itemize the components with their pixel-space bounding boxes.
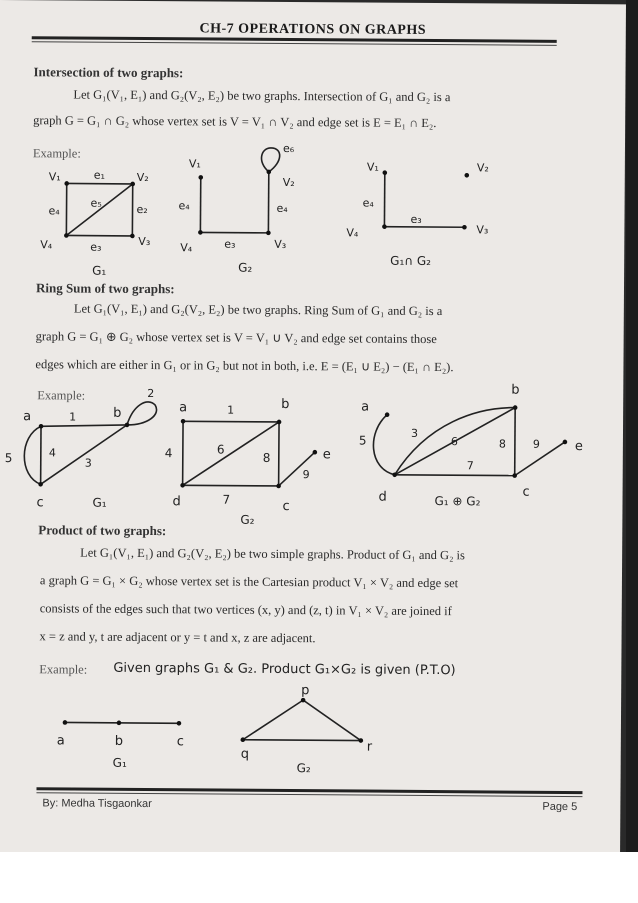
chapter-title: CH-7 OPERATIONS ON GRAPHS bbox=[199, 21, 427, 38]
g2-label-e4b: e₄ bbox=[276, 201, 288, 216]
product-line-4: x = z and y, t are adjacent or y = t and x, z are adjacent. bbox=[39, 629, 316, 646]
rs-g1-weight-2: 2 bbox=[147, 387, 155, 401]
rs-g2-label-b: b bbox=[281, 396, 290, 413]
rs-g3-edge-5 bbox=[373, 415, 395, 475]
ring-sum-example-label: Example: bbox=[37, 388, 86, 403]
rs-g2-weight-8: 8 bbox=[262, 450, 271, 465]
rs-g3-weight-3: 3 bbox=[410, 426, 419, 440]
rs-g3-vertex-d bbox=[392, 472, 397, 477]
g2-caption: G₂ bbox=[238, 260, 253, 275]
intersection-line-1: Let G₁(V₁, E₁) and G₂(V₂, E₂) be two graphs. Intersection of G₁ and G₂ is a bbox=[73, 87, 451, 105]
product-example-label: Example: bbox=[39, 662, 88, 677]
product-line-2: a graph G = G₁ × G₂ whose vertex set is the Cartesian product V₁ × V₂ and edge set bbox=[39, 573, 459, 591]
ring-sum-heading: Ring Sum of two graphs: bbox=[35, 280, 175, 297]
g1-label-v4: V₄ bbox=[40, 238, 53, 252]
intersection-graph-result bbox=[346, 160, 489, 268]
g3-vertex-v4 bbox=[382, 224, 387, 229]
rs-g3-weight-7: 7 bbox=[466, 459, 474, 473]
ring-sum-graph-g2 bbox=[164, 396, 331, 527]
pr-g2-label-r: r bbox=[366, 739, 373, 755]
rs-g1-weight-5: 5 bbox=[4, 451, 13, 466]
rs-g2-label-e: e bbox=[322, 447, 331, 463]
g1-vertex-v3 bbox=[130, 234, 135, 239]
g2-label-v2: V₂ bbox=[282, 175, 295, 190]
g3-label-v3: V₃ bbox=[476, 223, 489, 237]
g3-label-e3: e₃ bbox=[410, 212, 422, 226]
g2-vertex-v1 bbox=[198, 175, 203, 180]
pr-g2-vertex-p bbox=[301, 698, 306, 703]
rs-g1-caption: G₁ bbox=[92, 495, 107, 510]
g2-vertex-v3 bbox=[266, 231, 271, 236]
rs-g3-vertex-b bbox=[513, 405, 518, 410]
rs-g1-vertex-b bbox=[125, 423, 130, 428]
rs-g3-label-c: c bbox=[522, 484, 530, 500]
rs-g2-weight-4: 4 bbox=[164, 446, 173, 461]
page-shadow-edge bbox=[626, 0, 638, 852]
rs-g3-edge-7 bbox=[395, 475, 515, 476]
g1-label-e5: e₅ bbox=[90, 196, 102, 210]
rs-g2-label-c: c bbox=[282, 498, 290, 515]
rs-g2-weight-9: 9 bbox=[302, 468, 310, 482]
rs-g3-weight-9: 9 bbox=[532, 437, 540, 451]
g2-label-v1: V₁ bbox=[188, 157, 201, 171]
product-heading: Product of two graphs: bbox=[38, 522, 167, 539]
rs-g1-loop-2 bbox=[127, 402, 157, 425]
ring-sum-line-2: graph G = G₁ ⊕ G₂ whose vertex set is V = V₁ ∪ V₂ and edge set contains those bbox=[35, 329, 437, 347]
rs-g2-label-a: a bbox=[179, 400, 188, 416]
g3-caption: G₁∩ G₂ bbox=[390, 253, 432, 269]
pr-g1-edges bbox=[65, 722, 179, 723]
footer-author: By: Medha Tisgaonkar bbox=[42, 797, 152, 811]
ring-sum-graph-result bbox=[358, 382, 583, 510]
g2-label-v4: V₄ bbox=[180, 241, 193, 255]
product-example-note: Given graphs G₁ & G₂. Product G₁×G₂ is given (P.T.O) bbox=[113, 660, 456, 679]
rs-g2-vertex-b bbox=[277, 420, 282, 425]
rs-g3-vertex-c bbox=[512, 473, 517, 478]
product-graph-g1 bbox=[57, 720, 184, 770]
rs-g3-label-a: a bbox=[361, 399, 370, 415]
blank-area-below-page bbox=[0, 852, 638, 903]
intersection-line-2: graph G = G₁ ∩ G₂ whose vertex set is V = V₁ ∩ V₂ and edge set is E = E₁ ∩ E₂. bbox=[33, 113, 437, 131]
rs-g1-label-b: b bbox=[113, 405, 122, 421]
g2-vertex-v2 bbox=[266, 170, 271, 175]
rs-g3-vertex-a bbox=[385, 412, 390, 417]
rs-g1-vertex-a bbox=[39, 424, 44, 429]
g1-label-e2: e₂ bbox=[136, 202, 148, 217]
g3-edge-e3 bbox=[384, 227, 464, 228]
pr-g1-vertex-a bbox=[63, 720, 68, 725]
rs-g3-weight-8: 8 bbox=[498, 437, 506, 451]
intersection-example-label: Example: bbox=[32, 146, 81, 161]
rs-g2-vertex-d bbox=[180, 483, 185, 488]
rs-g1-vertex-c bbox=[38, 482, 43, 487]
g3-label-e4: e₄ bbox=[362, 196, 374, 210]
rs-g2-weight-6: 6 bbox=[216, 442, 225, 457]
footer-page-number: Page 5 bbox=[542, 800, 578, 814]
rs-g2-weight-7: 7 bbox=[222, 492, 231, 507]
g3-label-v2: V₂ bbox=[476, 161, 489, 175]
rs-g1-weight-4: 4 bbox=[48, 446, 56, 460]
g2-label-e4: e₄ bbox=[178, 199, 190, 213]
pr-g1-label-a: a bbox=[56, 733, 65, 749]
g1-label-e3: e₃ bbox=[90, 240, 102, 254]
pr-g2-edges bbox=[243, 700, 361, 741]
rs-g1-edge-5 bbox=[24, 426, 41, 484]
product-line-1: Let G₁(V₁, E₁) and G₂(V₂, E₂) be two simple graphs. Product of G₁ and G₂ is bbox=[80, 545, 465, 563]
g2-label-e3: e₃ bbox=[224, 237, 236, 251]
rs-g2-vertex-c bbox=[276, 484, 281, 489]
rs-g1-weight-3: 3 bbox=[84, 456, 92, 470]
pr-g2-caption: G₂ bbox=[296, 761, 311, 776]
intersection-graph-g1 bbox=[40, 168, 151, 278]
ring-sum-line-3: edges which are either in G₁ or in G₂ but not in both, i.e. E = (E₁ ∪ E₂) − (E₁ ∩ E₂). bbox=[35, 357, 454, 375]
rs-g3-caption: G₁ ⊕ G₂ bbox=[434, 494, 481, 509]
g2-label-e6: e₆ bbox=[282, 141, 295, 156]
g1-label-e1: e₁ bbox=[93, 168, 106, 182]
rs-g2-label-d: d bbox=[172, 494, 181, 510]
rs-g3-label-e: e bbox=[574, 439, 583, 455]
g2-vertex-v4 bbox=[198, 230, 203, 235]
g3-label-v4: V₄ bbox=[346, 226, 359, 240]
rs-g3-label-d: d bbox=[378, 489, 387, 505]
pr-g2-vertex-r bbox=[359, 738, 364, 743]
g3-label-v1: V₁ bbox=[366, 160, 379, 174]
pr-g2-label-p: p bbox=[301, 683, 310, 699]
product-line-3: consists of the edges such that two vertices (x, y) and (z, t) in V₁ × V₂ are joined if bbox=[39, 601, 452, 619]
pr-g1-label-b: b bbox=[114, 733, 124, 749]
pr-g1-vertex-b bbox=[117, 721, 122, 726]
g1-label-v3: V₃ bbox=[138, 234, 151, 249]
rs-g3-weight-5: 5 bbox=[358, 433, 367, 448]
intersection-heading: Intersection of two graphs: bbox=[33, 64, 184, 81]
g1-caption: G₁ bbox=[92, 263, 107, 278]
g1-vertex-v1 bbox=[64, 181, 69, 186]
rs-g3-weight-6: 6 bbox=[450, 435, 458, 449]
rs-g3-label-b: b bbox=[511, 382, 520, 398]
pr-g1-vertex-c bbox=[177, 721, 182, 726]
g3-vertex-v2 bbox=[464, 173, 469, 178]
g1-vertex-v2 bbox=[130, 182, 135, 187]
pr-g2-vertex-q bbox=[241, 737, 246, 742]
g3-vertex-v1 bbox=[382, 170, 387, 175]
pr-g2-label-q: q bbox=[240, 746, 250, 762]
rs-g1-label-a: a bbox=[23, 409, 32, 425]
g2-label-v3: V₃ bbox=[274, 237, 287, 252]
rs-g1-edge-1 bbox=[41, 424, 127, 427]
pr-g1-caption: G₁ bbox=[112, 755, 127, 770]
g1-label-e4: e₄ bbox=[48, 204, 60, 218]
g2-loop-e6 bbox=[261, 148, 279, 172]
rs-g2-vertex-e bbox=[313, 450, 318, 455]
rs-g3-vertex-e bbox=[563, 440, 568, 445]
ring-sum-line-1: Let G₁(V₁, E₁) and G₂(V₂, E₂) be two graphs. Ring Sum of G₁ and G₂ is a bbox=[73, 301, 443, 319]
rs-g2-weight-1: 1 bbox=[227, 403, 235, 417]
rs-g2-caption: G₂ bbox=[240, 512, 255, 527]
rs-g1-weight-1: 1 bbox=[69, 410, 77, 424]
rs-g1-label-c: c bbox=[36, 495, 44, 511]
rs-g2-vertex-a bbox=[181, 419, 186, 424]
g1-vertex-v4 bbox=[64, 233, 69, 238]
pr-g1-label-c: c bbox=[176, 734, 185, 750]
g1-label-v2: V₂ bbox=[136, 170, 149, 185]
g1-label-v1: V₁ bbox=[48, 170, 61, 184]
product-graph-g2 bbox=[240, 683, 373, 776]
ring-sum-graph-g1 bbox=[4, 386, 156, 511]
intersection-graph-g2 bbox=[178, 141, 295, 275]
g3-vertex-v3 bbox=[462, 225, 467, 230]
